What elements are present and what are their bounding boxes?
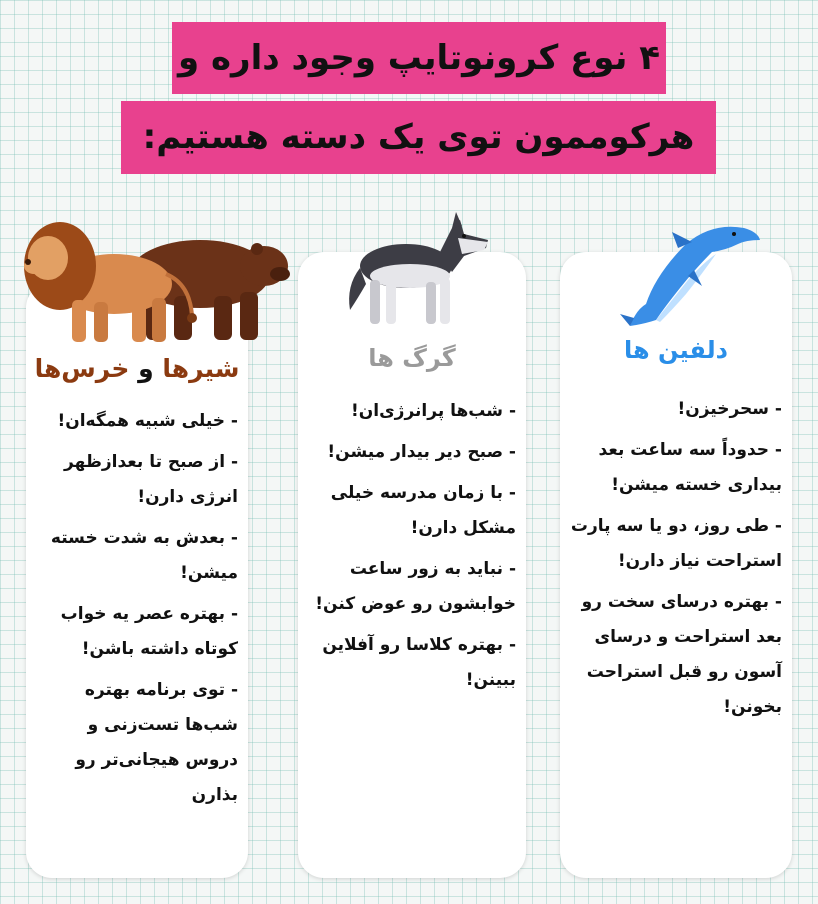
wolf-icon: [340, 206, 496, 328]
lions-bears-title: [26, 354, 248, 383]
bears-title-part: خرس‌ها: [34, 354, 130, 383]
dolphin-icon: [616, 214, 762, 336]
header-banner-line1: ۴ نوع کرونوتایپ وجود داره و: [172, 22, 666, 94]
list-item: - با زمان مدرسه خیلی مشکل دارن!: [330, 483, 516, 538]
list-item: - بعدش به شدت خسته میشن!: [50, 528, 238, 583]
card-lions-bears: [26, 282, 248, 878]
list-item: - طی روز، دو یا سه پارت استراحت نیاز دارن!: [570, 516, 782, 571]
lion-icon: [24, 222, 197, 342]
list-item: - بهتره درسای سخت رو بعد استراحت و درسای آسون رو قبل استراحت بخونن!: [581, 592, 782, 717]
header-banner-line2: هرکوممون توی یک دسته هستیم:: [121, 101, 716, 174]
dolphins-list: [570, 392, 782, 731]
list-item: - بهتره کلاسا رو آفلاین ببینن!: [322, 635, 516, 690]
card-wolves: [298, 252, 526, 878]
dolphins-title: دلفین ها: [623, 336, 728, 364]
list-item: - صبح دیر بیدار میشن!: [327, 442, 516, 462]
wolves-title: گرگ ها: [368, 344, 456, 372]
wolves-list: [308, 394, 516, 704]
lion-bear-illustration: [14, 204, 290, 346]
list-item: - حدوداً سه ساعت بعد بیداری خسته میشن!: [598, 440, 782, 495]
title-and: و: [138, 354, 154, 383]
list-item: - توی برنامه بهتره شب‌ها تست‌زنی و دروس هیجانی‌تر رو بذارن: [75, 680, 238, 805]
list-item: - سحرخیزن!: [677, 399, 782, 419]
list-item: - بهتره عصر یه خواب کوتاه داشته باشن!: [60, 604, 238, 659]
list-item: - نباید به زور ساعت خوابشون رو عوض کنن!: [315, 559, 516, 614]
list-item: - شب‌ها پرانرژی‌ان!: [351, 401, 516, 421]
list-item: - خیلی شبیه همگه‌ان!: [57, 411, 238, 431]
card-dolphins: [560, 252, 792, 878]
lions-title-part: شیرها: [162, 354, 240, 383]
list-item: - از صبح تا بعدازظهر انرژی دارن!: [64, 452, 238, 507]
lions-bears-list: [36, 404, 238, 819]
